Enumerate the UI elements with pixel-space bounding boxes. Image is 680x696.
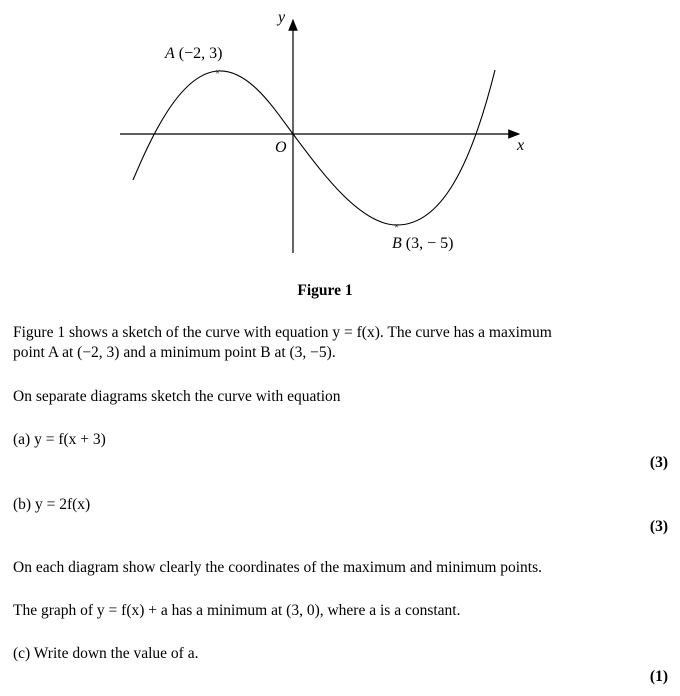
point-a-label: A (−2, 3) bbox=[165, 45, 223, 62]
point-b-marker: × bbox=[394, 221, 400, 231]
y-label: y bbox=[278, 9, 286, 26]
graph-statement: The graph of y = f(x) + a has a minimum at (3, 0), where a is a constant. bbox=[13, 602, 461, 619]
figure-1-graph bbox=[0, 0, 680, 270]
point-b-label: B (3, − 5) bbox=[392, 235, 454, 252]
instruction: On separate diagrams sketch the curve with equation bbox=[13, 388, 341, 405]
marks-b: (3) bbox=[649, 518, 668, 535]
intro-line-2: point A at (−2, 3) and a minimum point B at (3, −5). bbox=[13, 344, 336, 361]
x-label: x bbox=[517, 137, 525, 154]
point-a-marker: × bbox=[215, 67, 221, 77]
marks-c: (1) bbox=[649, 668, 668, 685]
marks-a: (3) bbox=[649, 454, 668, 471]
part-b: (b) y = 2f(x) bbox=[13, 496, 91, 513]
origin-label: O bbox=[275, 139, 287, 156]
show-instruction: On each diagram show clearly the coordinates of the maximum and minimum points. bbox=[13, 559, 543, 576]
part-a: (a) y = f(x + 3) bbox=[13, 431, 106, 448]
intro-line-1: Figure 1 shows a sketch of the curve with equation y = f(x). The curve has a maximum bbox=[13, 324, 552, 341]
figure-caption: Figure 1 bbox=[297, 282, 353, 299]
part-c: (c) Write down the value of a. bbox=[13, 645, 199, 662]
curve bbox=[133, 70, 495, 225]
